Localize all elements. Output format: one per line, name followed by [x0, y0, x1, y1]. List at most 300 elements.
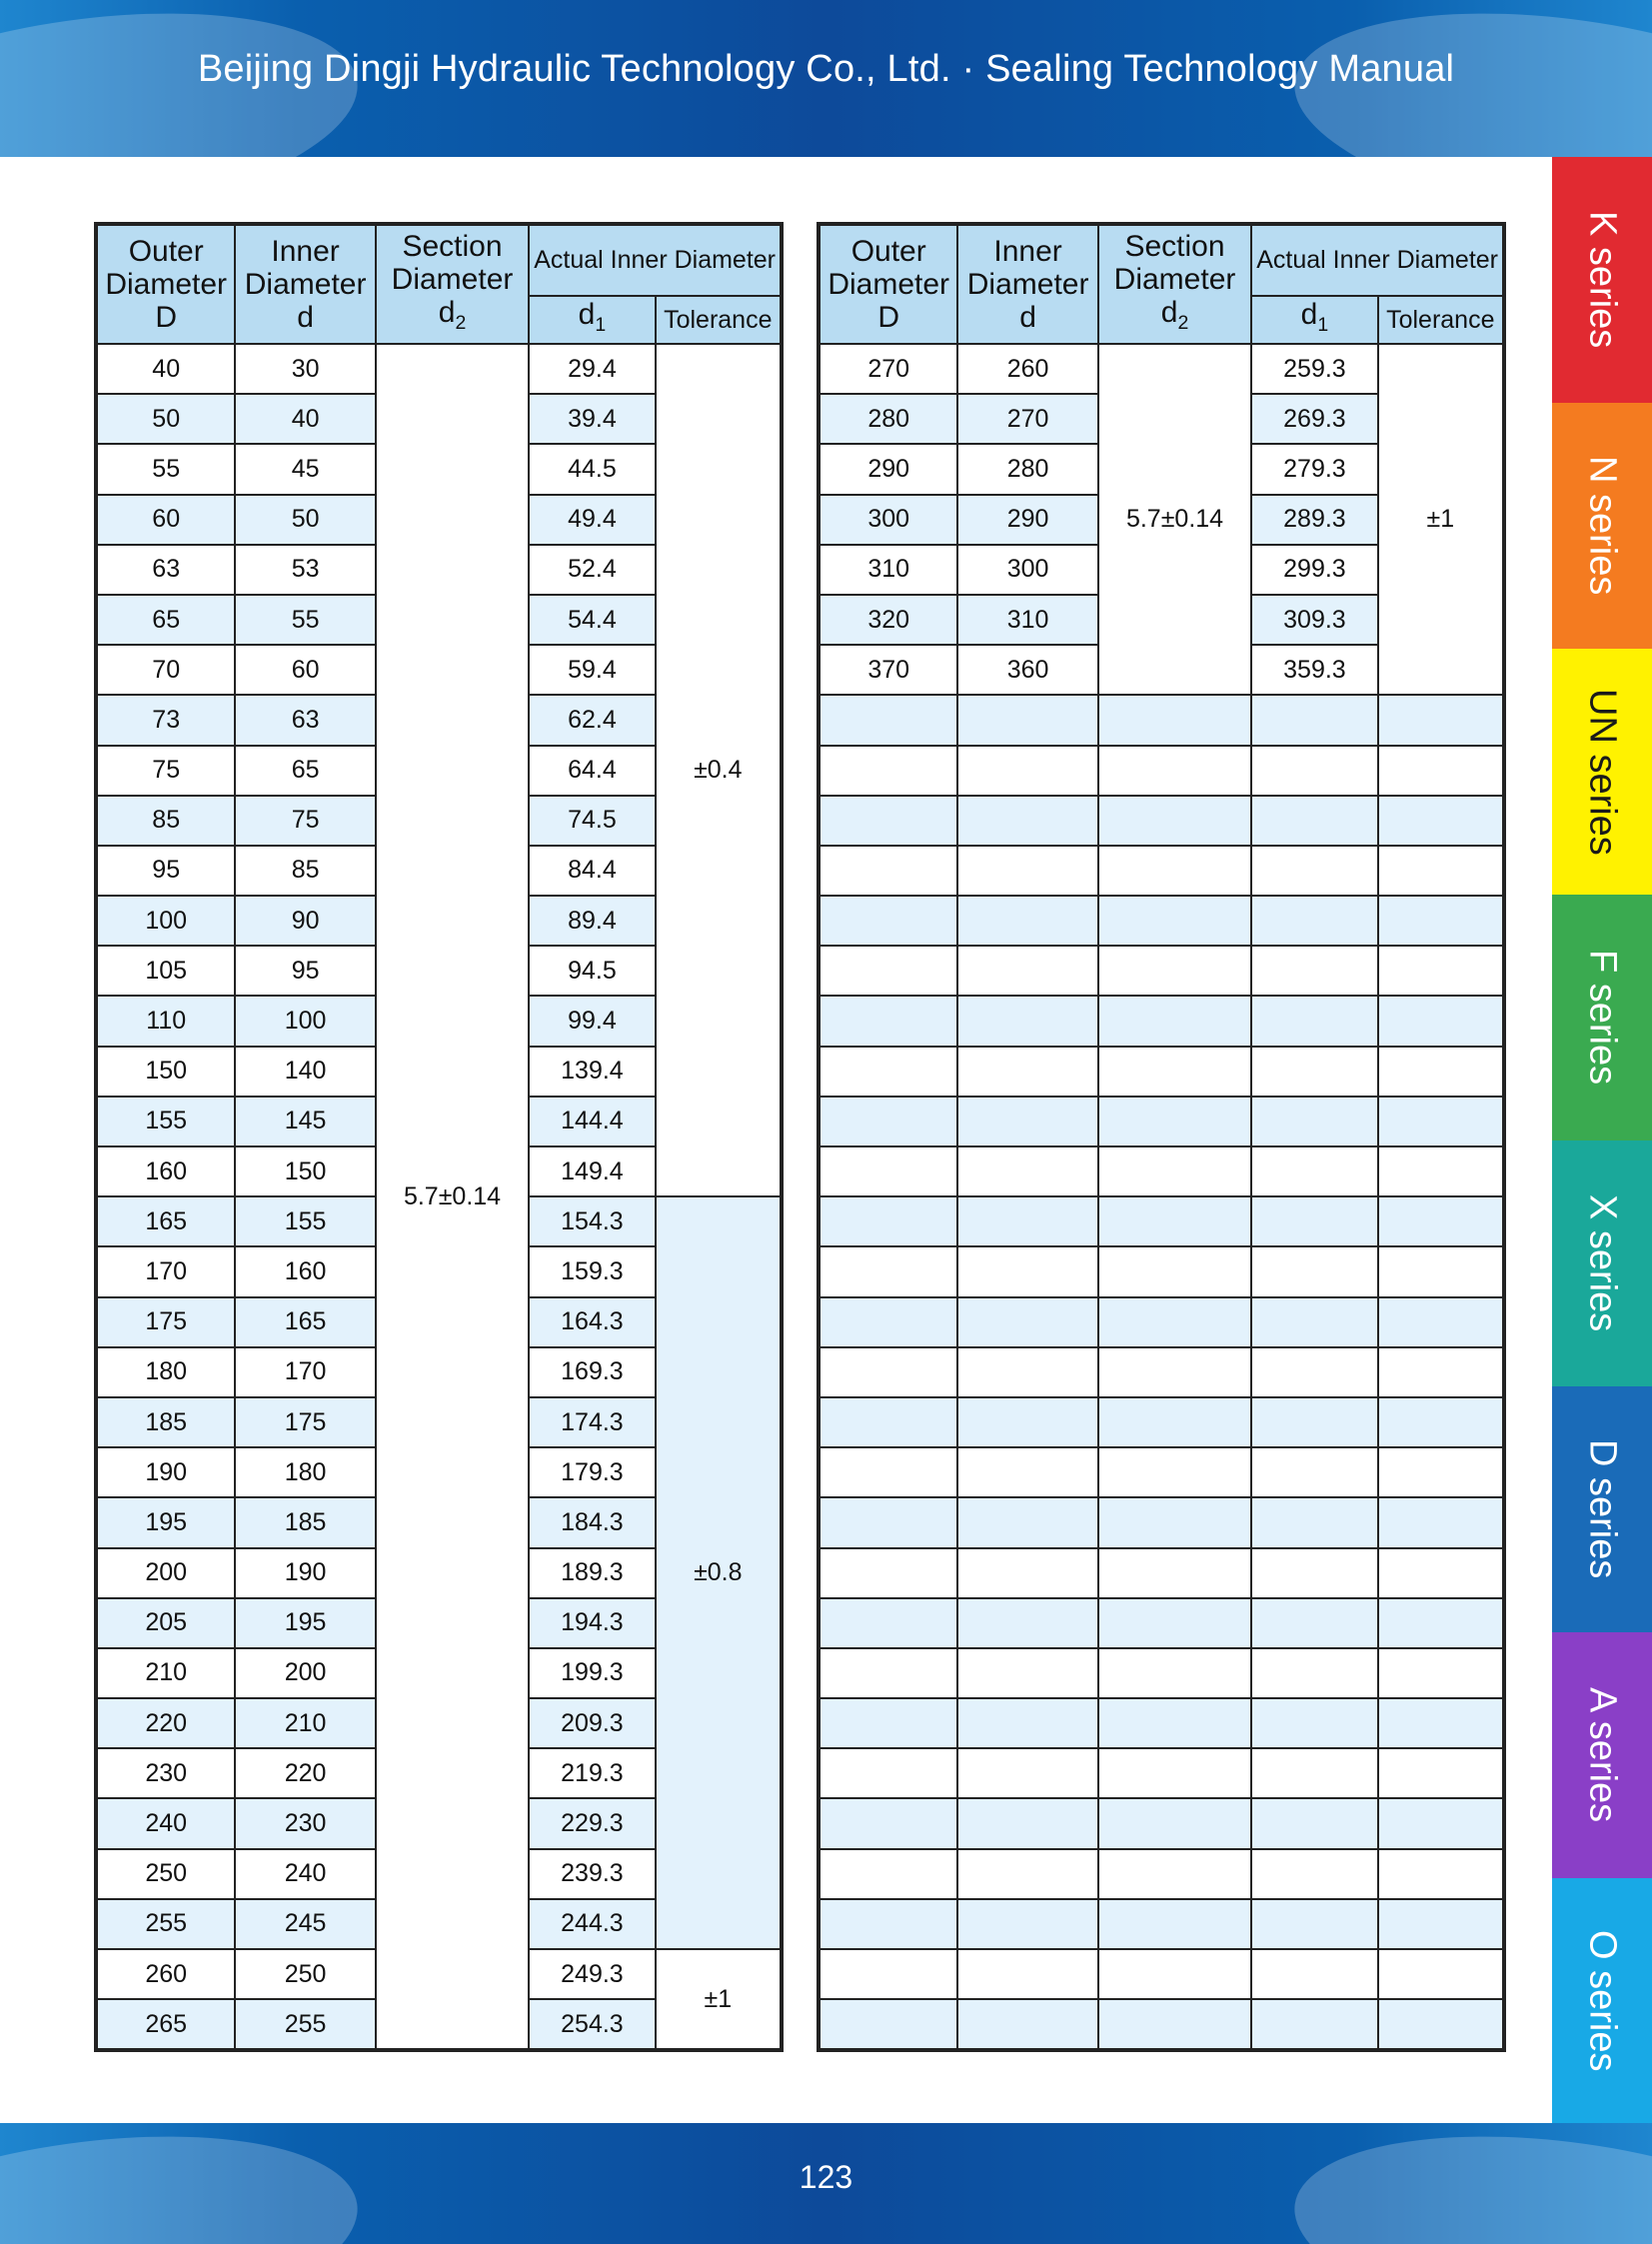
- empty-cell: [957, 1047, 1097, 1097]
- empty-cell: [1098, 1047, 1251, 1097]
- empty-cell: [1098, 996, 1251, 1046]
- actual-d1-cell: 62.4: [529, 695, 655, 745]
- actual-d1-cell: 99.4: [529, 996, 655, 1046]
- empty-cell: [819, 1949, 957, 1999]
- empty-cell: [819, 1097, 957, 1146]
- empty-cell: [1378, 1397, 1504, 1447]
- actual-d1-cell: 64.4: [529, 746, 655, 796]
- empty-cell: [957, 1999, 1097, 2050]
- empty-cell: [1098, 1999, 1251, 2050]
- empty-cell: [1098, 846, 1251, 896]
- outer-diameter-cell: 160: [96, 1146, 235, 1196]
- tab-k-series[interactable]: [1552, 157, 1652, 403]
- empty-cell: [819, 896, 957, 946]
- empty-cell: [1251, 1097, 1377, 1146]
- actual-d1-cell: 54.4: [529, 595, 655, 645]
- empty-cell: [819, 1447, 957, 1497]
- inner-diameter-cell: 270: [957, 394, 1097, 444]
- empty-table-row: [819, 1497, 1504, 1547]
- empty-cell: [1251, 896, 1377, 946]
- empty-table-row: [819, 1047, 1504, 1097]
- actual-d1-cell: 254.3: [529, 1999, 655, 2050]
- outer-diameter-cell: 50: [96, 394, 235, 444]
- empty-cell: [819, 1246, 957, 1296]
- empty-cell: [1378, 746, 1504, 796]
- tolerance-cell: ±0.4: [656, 344, 782, 1196]
- empty-cell: [957, 1849, 1097, 1899]
- empty-cell: [1098, 1598, 1251, 1648]
- actual-d1-cell: 159.3: [529, 1246, 655, 1296]
- outer-diameter-cell: 270: [819, 344, 957, 394]
- empty-table-row: [819, 896, 1504, 946]
- empty-cell: [1378, 1798, 1504, 1848]
- empty-table-row: [819, 1598, 1504, 1648]
- empty-cell: [819, 1397, 957, 1447]
- page-number: 123: [799, 2159, 853, 2195]
- empty-cell: [957, 946, 1097, 996]
- actual-d1-cell: 244.3: [529, 1899, 655, 1949]
- outer-diameter-cell: 110: [96, 996, 235, 1046]
- inner-diameter-cell: 230: [235, 1798, 375, 1848]
- outer-diameter-cell: 73: [96, 695, 235, 745]
- actual-d1-cell: 49.4: [529, 495, 655, 545]
- inner-diameter-cell: 30: [235, 344, 375, 394]
- table-row: [819, 344, 1504, 394]
- empty-cell: [1251, 1146, 1377, 1196]
- empty-cell: [1098, 746, 1251, 796]
- inner-diameter-cell: 175: [235, 1397, 375, 1447]
- outer-diameter-cell: 265: [96, 1999, 235, 2050]
- empty-cell: [819, 1297, 957, 1347]
- actual-d1-cell: 44.5: [529, 444, 655, 494]
- inner-diameter-cell: 195: [235, 1598, 375, 1648]
- empty-cell: [1251, 1196, 1377, 1246]
- header-outer-diameter: Outer Diameter D: [819, 224, 957, 344]
- empty-cell: [819, 1698, 957, 1748]
- empty-cell: [819, 1899, 957, 1949]
- empty-cell: [819, 946, 957, 996]
- empty-cell: [1098, 1949, 1251, 1999]
- empty-table-row: [819, 1849, 1504, 1899]
- header-section-diameter: Section Diameter $d_2$: [376, 224, 529, 344]
- empty-cell: [1378, 1748, 1504, 1798]
- outer-diameter-cell: 320: [819, 595, 957, 645]
- outer-diameter-cell: 95: [96, 846, 235, 896]
- empty-table-row: [819, 1949, 1504, 1999]
- actual-d1-cell: 194.3: [529, 1598, 655, 1648]
- empty-cell: [1378, 996, 1504, 1046]
- outer-diameter-cell: 280: [819, 394, 957, 444]
- empty-cell: [819, 1999, 957, 2050]
- empty-table-row: [819, 946, 1504, 996]
- actual-d1-cell: 149.4: [529, 1146, 655, 1196]
- empty-cell: [1251, 1497, 1377, 1547]
- inner-diameter-cell: 165: [235, 1297, 375, 1347]
- outer-diameter-cell: 75: [96, 746, 235, 796]
- empty-cell: [1098, 1648, 1251, 1698]
- actual-d1-cell: 39.4: [529, 394, 655, 444]
- actual-d1-cell: 52.4: [529, 545, 655, 595]
- inner-diameter-cell: 220: [235, 1748, 375, 1798]
- empty-cell: [819, 1849, 957, 1899]
- inner-diameter-cell: 250: [235, 1949, 375, 1999]
- outer-diameter-cell: 40: [96, 344, 235, 394]
- outer-diameter-cell: 65: [96, 595, 235, 645]
- left-spec-table: [94, 222, 784, 2052]
- tab-label: D series: [1581, 1439, 1624, 1579]
- empty-cell: [1251, 746, 1377, 796]
- empty-cell: [1378, 1849, 1504, 1899]
- empty-cell: [957, 746, 1097, 796]
- outer-diameter-cell: 105: [96, 946, 235, 996]
- empty-cell: [1251, 846, 1377, 896]
- empty-cell: [819, 1047, 957, 1097]
- empty-cell: [1251, 1347, 1377, 1397]
- tab-label: F series: [1581, 950, 1624, 1086]
- empty-cell: [819, 695, 957, 745]
- actual-d1-cell: 359.3: [1251, 645, 1377, 695]
- actual-d1-cell: 169.3: [529, 1347, 655, 1397]
- empty-cell: [1251, 1899, 1377, 1949]
- actual-d1-cell: 309.3: [1251, 595, 1377, 645]
- empty-cell: [1098, 1798, 1251, 1848]
- tab-label: N series: [1581, 456, 1624, 596]
- outer-diameter-cell: 170: [96, 1246, 235, 1296]
- tab-n-series[interactable]: [1552, 403, 1652, 649]
- table-row: [96, 344, 782, 394]
- empty-cell: [1098, 1097, 1251, 1146]
- right-spec-table: [817, 222, 1506, 2052]
- empty-table-row: [819, 1196, 1504, 1246]
- actual-d1-cell: 94.5: [529, 946, 655, 996]
- outer-diameter-cell: 240: [96, 1798, 235, 1848]
- empty-cell: [819, 1648, 957, 1698]
- inner-diameter-cell: 240: [235, 1849, 375, 1899]
- header-title: Beijing Dingji Hydraulic Technology Co., Ltd. · Sealing Technology Manual: [197, 48, 1455, 90]
- empty-table-row: [819, 1648, 1504, 1698]
- outer-diameter-cell: 185: [96, 1397, 235, 1447]
- tab-a-series[interactable]: [1552, 1632, 1652, 1878]
- empty-table-row: [819, 1548, 1504, 1598]
- inner-diameter-cell: 360: [957, 645, 1097, 695]
- empty-table-row: [819, 1297, 1504, 1347]
- actual-d1-cell: 259.3: [1251, 344, 1377, 394]
- outer-diameter-cell: 195: [96, 1497, 235, 1547]
- actual-d1-cell: 239.3: [529, 1849, 655, 1899]
- empty-table-row: [819, 1397, 1504, 1447]
- inner-diameter-cell: 90: [235, 896, 375, 946]
- empty-cell: [1378, 1146, 1504, 1196]
- inner-diameter-cell: 75: [235, 796, 375, 846]
- outer-diameter-cell: 155: [96, 1097, 235, 1146]
- actual-d1-cell: 89.4: [529, 896, 655, 946]
- empty-cell: [1098, 1246, 1251, 1296]
- header-inner-diameter: Inner Diameter d: [235, 224, 375, 344]
- outer-diameter-cell: 290: [819, 444, 957, 494]
- empty-cell: [1098, 796, 1251, 846]
- empty-cell: [1378, 1447, 1504, 1497]
- empty-cell: [957, 1748, 1097, 1798]
- actual-d1-cell: 179.3: [529, 1447, 655, 1497]
- empty-cell: [1251, 1999, 1377, 2050]
- tolerance-cell: ±1: [1378, 344, 1504, 695]
- empty-cell: [1378, 1548, 1504, 1598]
- outer-diameter-cell: 300: [819, 495, 957, 545]
- empty-cell: [819, 796, 957, 846]
- actual-d1-cell: 199.3: [529, 1648, 655, 1698]
- inner-diameter-cell: 300: [957, 545, 1097, 595]
- inner-diameter-cell: 260: [957, 344, 1097, 394]
- empty-cell: [1098, 946, 1251, 996]
- empty-cell: [1098, 1548, 1251, 1598]
- header-outer-diameter: Outer Diameter D: [96, 224, 235, 344]
- empty-cell: [957, 1497, 1097, 1547]
- empty-cell: [819, 996, 957, 1046]
- empty-table-row: [819, 996, 1504, 1046]
- empty-cell: [1251, 1748, 1377, 1798]
- outer-diameter-cell: 85: [96, 796, 235, 846]
- inner-diameter-cell: 180: [235, 1447, 375, 1497]
- inner-diameter-cell: 95: [235, 946, 375, 996]
- empty-cell: [1098, 1497, 1251, 1547]
- empty-cell: [1251, 1548, 1377, 1598]
- actual-d1-cell: 189.3: [529, 1548, 655, 1598]
- empty-cell: [819, 746, 957, 796]
- empty-cell: [1251, 1246, 1377, 1296]
- outer-diameter-cell: 255: [96, 1899, 235, 1949]
- empty-cell: [957, 1548, 1097, 1598]
- empty-cell: [957, 1146, 1097, 1196]
- inner-diameter-cell: 40: [235, 394, 375, 444]
- empty-cell: [1098, 1297, 1251, 1347]
- tab-d-series[interactable]: [1552, 1386, 1652, 1632]
- empty-cell: [819, 1598, 957, 1648]
- tab-label: K series: [1581, 211, 1624, 349]
- empty-cell: [957, 1397, 1097, 1447]
- inner-diameter-cell: 55: [235, 595, 375, 645]
- outer-diameter-cell: 230: [96, 1748, 235, 1798]
- inner-diameter-cell: 100: [235, 996, 375, 1046]
- empty-cell: [957, 1196, 1097, 1246]
- inner-diameter-cell: 200: [235, 1648, 375, 1698]
- empty-cell: [1378, 1949, 1504, 1999]
- actual-d1-cell: 184.3: [529, 1497, 655, 1547]
- tab-f-series[interactable]: [1552, 895, 1652, 1140]
- outer-diameter-cell: 200: [96, 1548, 235, 1598]
- outer-diameter-cell: 175: [96, 1297, 235, 1347]
- outer-diameter-cell: 100: [96, 896, 235, 946]
- empty-table-row: [819, 1698, 1504, 1748]
- actual-d1-cell: 209.3: [529, 1698, 655, 1748]
- empty-cell: [957, 1297, 1097, 1347]
- outer-diameter-cell: 260: [96, 1949, 235, 1999]
- empty-cell: [957, 1798, 1097, 1848]
- empty-cell: [1378, 1097, 1504, 1146]
- empty-cell: [1251, 1849, 1377, 1899]
- empty-cell: [957, 896, 1097, 946]
- outer-diameter-cell: 70: [96, 645, 235, 695]
- header-actual-inner-diameter: Actual Inner Diameter: [529, 224, 782, 296]
- empty-cell: [1251, 1798, 1377, 1848]
- inner-diameter-cell: 245: [235, 1899, 375, 1949]
- empty-cell: [1251, 946, 1377, 996]
- empty-table-row: [819, 1999, 1504, 2050]
- empty-table-row: [819, 1798, 1504, 1848]
- empty-cell: [1251, 1447, 1377, 1497]
- actual-d1-cell: 154.3: [529, 1196, 655, 1246]
- actual-d1-cell: 164.3: [529, 1297, 655, 1347]
- header-tolerance: Tolerance: [656, 296, 782, 344]
- tab-un-series[interactable]: [1552, 649, 1652, 895]
- empty-table-row: [819, 695, 1504, 745]
- empty-cell: [1378, 1246, 1504, 1296]
- inner-diameter-cell: 63: [235, 695, 375, 745]
- empty-cell: [1098, 1748, 1251, 1798]
- empty-cell: [957, 1899, 1097, 1949]
- inner-diameter-cell: 290: [957, 495, 1097, 545]
- empty-cell: [957, 1347, 1097, 1397]
- empty-cell: [1098, 1899, 1251, 1949]
- section-diameter-cell: 5.7±0.14: [1098, 344, 1251, 695]
- outer-diameter-cell: 55: [96, 444, 235, 494]
- empty-cell: [1251, 996, 1377, 1046]
- empty-cell: [1378, 1047, 1504, 1097]
- empty-table-row: [819, 846, 1504, 896]
- actual-d1-cell: 139.4: [529, 1047, 655, 1097]
- actual-d1-cell: 74.5: [529, 796, 655, 846]
- empty-cell: [1251, 1648, 1377, 1698]
- empty-cell: [1098, 1397, 1251, 1447]
- tab-label: O series: [1581, 1930, 1624, 2072]
- empty-cell: [957, 695, 1097, 745]
- empty-cell: [1378, 946, 1504, 996]
- tab-x-series[interactable]: [1552, 1140, 1652, 1386]
- inner-diameter-cell: 170: [235, 1347, 375, 1397]
- empty-cell: [1378, 1999, 1504, 2050]
- empty-table-row: [819, 1748, 1504, 1798]
- empty-cell: [1378, 1497, 1504, 1547]
- empty-table-row: [819, 1347, 1504, 1397]
- empty-cell: [1251, 1698, 1377, 1748]
- outer-diameter-cell: 60: [96, 495, 235, 545]
- header-inner-diameter: Inner Diameter d: [957, 224, 1097, 344]
- empty-cell: [819, 1548, 957, 1598]
- header-actual-inner-diameter: Actual Inner Diameter: [1251, 224, 1504, 296]
- outer-diameter-cell: 63: [96, 545, 235, 595]
- tolerance-cell: ±0.8: [656, 1196, 782, 1949]
- inner-diameter-cell: 210: [235, 1698, 375, 1748]
- outer-diameter-cell: 150: [96, 1047, 235, 1097]
- outer-diameter-cell: 220: [96, 1698, 235, 1748]
- empty-cell: [957, 1598, 1097, 1648]
- empty-cell: [819, 1146, 957, 1196]
- empty-cell: [1378, 1899, 1504, 1949]
- outer-diameter-cell: 205: [96, 1598, 235, 1648]
- empty-cell: [1251, 695, 1377, 745]
- empty-cell: [1098, 1698, 1251, 1748]
- outer-diameter-cell: 165: [96, 1196, 235, 1246]
- empty-cell: [957, 796, 1097, 846]
- tab-label: X series: [1581, 1194, 1624, 1332]
- empty-cell: [1098, 1447, 1251, 1497]
- empty-table-row: [819, 1097, 1504, 1146]
- inner-diameter-cell: 65: [235, 746, 375, 796]
- inner-diameter-cell: 280: [957, 444, 1097, 494]
- inner-diameter-cell: 160: [235, 1246, 375, 1296]
- outer-diameter-cell: 250: [96, 1849, 235, 1899]
- empty-cell: [819, 1798, 957, 1848]
- actual-d1-cell: 299.3: [1251, 545, 1377, 595]
- empty-cell: [1251, 1598, 1377, 1648]
- actual-d1-cell: 174.3: [529, 1397, 655, 1447]
- actual-d1-cell: 29.4: [529, 344, 655, 394]
- empty-table-row: [819, 1899, 1504, 1949]
- empty-cell: [1098, 1347, 1251, 1397]
- tab-o-series[interactable]: [1552, 1878, 1652, 2124]
- empty-cell: [1251, 1949, 1377, 1999]
- actual-d1-cell: 229.3: [529, 1798, 655, 1848]
- empty-cell: [1098, 1849, 1251, 1899]
- empty-cell: [957, 846, 1097, 896]
- empty-cell: [1098, 1146, 1251, 1196]
- tab-label: UN series: [1581, 688, 1624, 856]
- outer-diameter-cell: 210: [96, 1648, 235, 1698]
- outer-diameter-cell: 180: [96, 1347, 235, 1397]
- empty-table-row: [819, 746, 1504, 796]
- inner-diameter-cell: 85: [235, 846, 375, 896]
- actual-d1-cell: 269.3: [1251, 394, 1377, 444]
- actual-d1-cell: 144.4: [529, 1097, 655, 1146]
- empty-cell: [1098, 695, 1251, 745]
- empty-cell: [819, 1196, 957, 1246]
- empty-cell: [957, 1698, 1097, 1748]
- actual-d1-cell: 289.3: [1251, 495, 1377, 545]
- empty-cell: [1098, 896, 1251, 946]
- inner-diameter-cell: 45: [235, 444, 375, 494]
- header-tolerance: Tolerance: [1378, 296, 1504, 344]
- empty-cell: [819, 1497, 957, 1547]
- empty-cell: [1378, 846, 1504, 896]
- empty-cell: [1251, 1047, 1377, 1097]
- empty-table-row: [819, 1246, 1504, 1296]
- empty-cell: [957, 996, 1097, 1046]
- section-diameter-cell: 5.7±0.14: [376, 344, 529, 2050]
- empty-cell: [1378, 695, 1504, 745]
- inner-diameter-cell: 50: [235, 495, 375, 545]
- tab-label: A series: [1581, 1687, 1624, 1823]
- outer-diameter-cell: 370: [819, 645, 957, 695]
- inner-diameter-cell: 190: [235, 1548, 375, 1598]
- empty-cell: [957, 1648, 1097, 1698]
- inner-diameter-cell: 255: [235, 1999, 375, 2050]
- empty-table-row: [819, 796, 1504, 846]
- inner-diameter-cell: 140: [235, 1047, 375, 1097]
- empty-table-row: [819, 1146, 1504, 1196]
- empty-cell: [1378, 1297, 1504, 1347]
- inner-diameter-cell: 155: [235, 1196, 375, 1246]
- header-d1: $d_1$: [1251, 296, 1377, 344]
- empty-cell: [1098, 1196, 1251, 1246]
- inner-diameter-cell: 60: [235, 645, 375, 695]
- actual-d1-cell: 59.4: [529, 645, 655, 695]
- empty-cell: [1378, 1698, 1504, 1748]
- inner-diameter-cell: 145: [235, 1097, 375, 1146]
- empty-cell: [819, 1347, 957, 1397]
- outer-diameter-cell: 190: [96, 1447, 235, 1497]
- actual-d1-cell: 249.3: [529, 1949, 655, 1999]
- inner-diameter-cell: 185: [235, 1497, 375, 1547]
- empty-cell: [819, 1748, 957, 1798]
